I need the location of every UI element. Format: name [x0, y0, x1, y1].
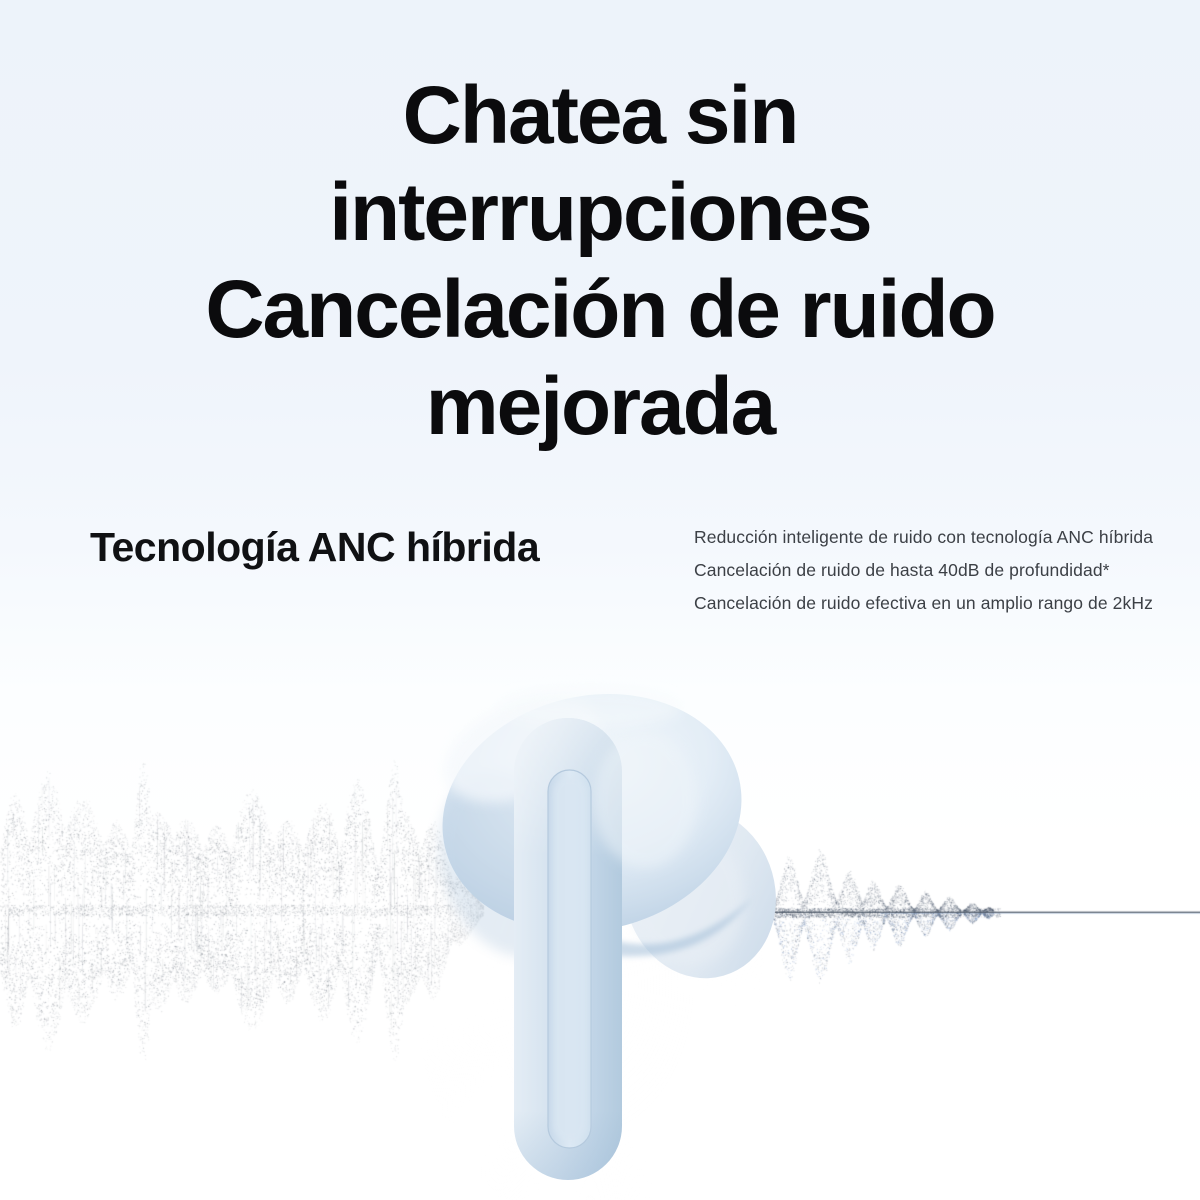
headline-line: mejorada	[425, 360, 775, 452]
headline	[0, 67, 1200, 455]
earbud-shading	[593, 732, 697, 868]
headline-line: interrupciones	[329, 166, 871, 258]
spec-line: Cancelación de ruido de hasta 40dB de profundidad*	[694, 560, 1110, 580]
headline-line: Chatea sin	[402, 69, 798, 161]
headline-line: Cancelación de ruido	[205, 263, 995, 355]
earbud-shading	[498, 688, 682, 728]
spec-line: Reducción inteligente de ruido con tecnología ANC híbrida	[694, 527, 1154, 547]
spec-line: Cancelación de ruido efectiva en un amplio rango de 2kHz	[694, 593, 1153, 613]
earbud-stem-groove-inner	[553, 777, 587, 1141]
feature-specs	[694, 521, 1153, 620]
feature-title: Tecnología ANC híbrida	[90, 524, 540, 570]
